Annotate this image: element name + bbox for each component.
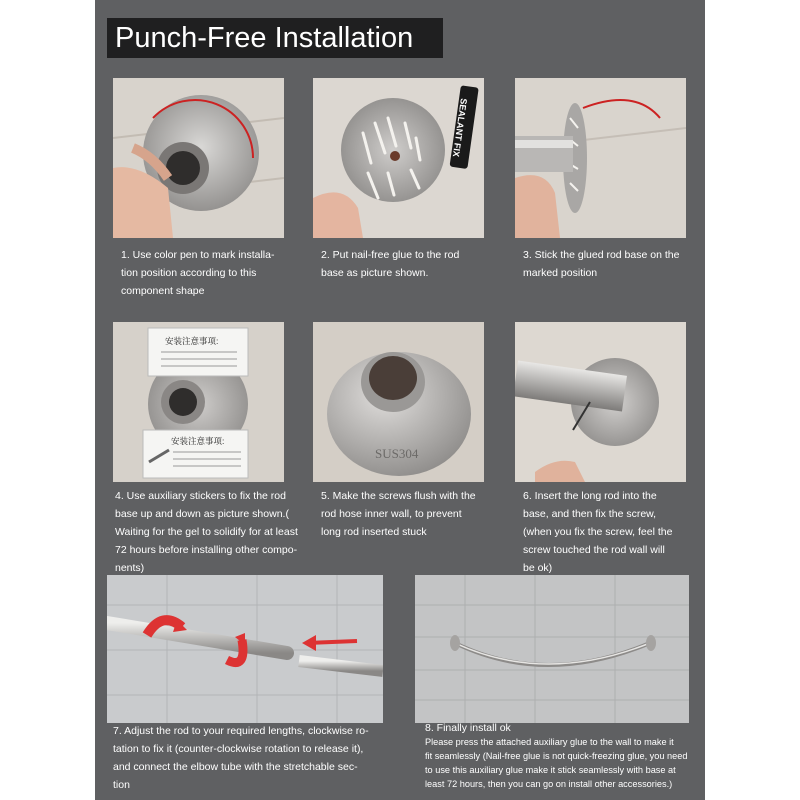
step-4-photo xyxy=(113,322,284,482)
step-8-note: Please press the attached auxiliary glue to the wall to make it fit seamlessly (Nail-free glue is not quick-freezing glue, you need to use this auxiliary glue make it stick seamlessly with base at least 72 hours, then you can go on install other accessories.) xyxy=(425,737,688,789)
step-2-caption: 2. Put nail-free glue to the rod base as picture shown. xyxy=(321,249,460,279)
step-8-illustration xyxy=(415,575,689,723)
step-5-photo xyxy=(313,322,484,482)
step-5-illustration xyxy=(313,322,484,482)
step-4-caption: 4. Use auxiliary stickers to fix the rod base up and down as picture shown.( Waiting for the gel to solidify for at least 72 hours before installing other compo- nents) xyxy=(115,490,298,574)
step-6-caption: 6. Insert the long rod into the base, and then fix the screw, (when you fix the screw, feel the screw touched the rod wall will be ok) xyxy=(523,490,673,574)
step-7-photo xyxy=(107,575,383,723)
step-1-caption: 1. Use color pen to mark installa- tion position according to this component shape xyxy=(121,249,275,297)
step-2-photo xyxy=(313,78,484,238)
sticker-title-top: 安装注意事项: xyxy=(165,336,219,346)
step-6-photo xyxy=(515,322,686,482)
step-4-illustration xyxy=(113,322,284,482)
sticker-title-bottom: 安装注意事项: xyxy=(171,436,225,446)
step-5-caption: 5. Make the screws flush with the rod hose inner wall, to prevent long rod inserted stuck xyxy=(321,490,476,538)
step-3-caption: 3. Stick the glued rod base on the marked position xyxy=(523,249,680,279)
base-stamp: SUS304 xyxy=(375,446,419,461)
step-1-photo xyxy=(113,78,284,238)
step-8-photo xyxy=(415,575,689,723)
instruction-panel xyxy=(95,0,705,800)
page-title: Punch-Free Installation xyxy=(107,18,443,58)
step-3-photo xyxy=(515,78,686,238)
step-1-illustration xyxy=(113,78,284,238)
step-3-illustration xyxy=(515,78,686,238)
step-7-caption: 7. Adjust the rod to your required lengths, clockwise ro- tation to fix it (counter-clockwise rotation to release it), and connect the elbow tube with the stretchable sec- tion xyxy=(113,725,369,791)
step-8-caption: 8. Finally install ok xyxy=(425,722,511,734)
sealant-label: SEALANT FIX xyxy=(450,97,469,158)
step-2-illustration xyxy=(313,78,484,238)
step-7-illustration xyxy=(107,575,383,723)
step-6-illustration xyxy=(515,322,686,482)
